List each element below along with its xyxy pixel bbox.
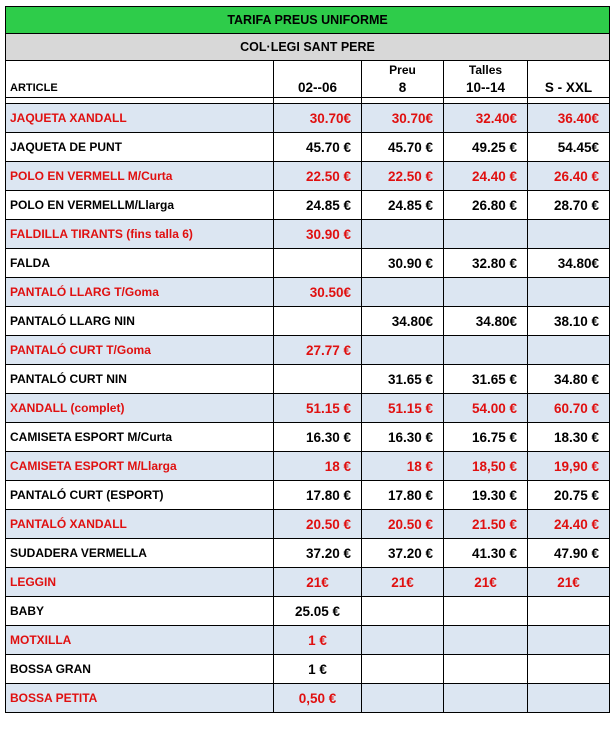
price-cell: 38.10 € bbox=[528, 307, 610, 336]
price-cell bbox=[444, 655, 528, 684]
price-cell: 19.30 € bbox=[444, 481, 528, 510]
article-name: PANTALÓ XANDALL bbox=[6, 510, 274, 539]
table-row bbox=[6, 452, 610, 481]
price-cell: 24.40 € bbox=[444, 162, 528, 191]
price-cell bbox=[528, 220, 610, 249]
table-row bbox=[6, 394, 610, 423]
article-name: PANTALÓ LLARG T/Goma bbox=[6, 278, 274, 307]
price-cell bbox=[362, 597, 444, 626]
price-cell: 30.50€ bbox=[274, 278, 362, 307]
price-cell: 18 € bbox=[274, 452, 362, 481]
price-cell bbox=[274, 307, 362, 336]
price-cell bbox=[444, 684, 528, 713]
price-cell: 20.75 € bbox=[528, 481, 610, 510]
title-row bbox=[6, 7, 610, 34]
price-cell: 26.80 € bbox=[444, 191, 528, 220]
price-cell: 24.85 € bbox=[362, 191, 444, 220]
article-name: BABY bbox=[6, 597, 274, 626]
table-row bbox=[6, 104, 610, 133]
article-name: LEGGIN bbox=[6, 568, 274, 597]
header-size: S - XXL bbox=[528, 78, 610, 98]
price-cell: 17.80 € bbox=[362, 481, 444, 510]
price-cell bbox=[362, 626, 444, 655]
article-name: MOTXILLA bbox=[6, 626, 274, 655]
header-size: 8 bbox=[362, 78, 444, 98]
price-cell: 21€ bbox=[274, 568, 362, 597]
price-cell: 1 € bbox=[274, 655, 362, 684]
price-cell: 16.30 € bbox=[274, 423, 362, 452]
price-cell: 22.50 € bbox=[274, 162, 362, 191]
price-cell bbox=[362, 655, 444, 684]
price-cell: 1 € bbox=[274, 626, 362, 655]
header-size: 10--14 bbox=[444, 78, 528, 98]
table-row bbox=[6, 568, 610, 597]
price-cell: 37.20 € bbox=[362, 539, 444, 568]
price-cell: 0,50 € bbox=[274, 684, 362, 713]
price-cell bbox=[444, 336, 528, 365]
table-row bbox=[6, 626, 610, 655]
article-name: XANDALL (complet) bbox=[6, 394, 274, 423]
price-table bbox=[5, 6, 610, 713]
price-cell: 36.40€ bbox=[528, 104, 610, 133]
price-cell bbox=[528, 278, 610, 307]
price-cell bbox=[362, 220, 444, 249]
price-cell: 30.70€ bbox=[362, 104, 444, 133]
price-cell: 31.65 € bbox=[362, 365, 444, 394]
header-preu: Preu bbox=[362, 61, 444, 79]
price-cell bbox=[444, 278, 528, 307]
article-name: POLO EN VERMELL M/Curta bbox=[6, 162, 274, 191]
price-cell bbox=[362, 278, 444, 307]
price-cell: 41.30 € bbox=[444, 539, 528, 568]
price-cell bbox=[528, 684, 610, 713]
article-name: FALDILLA TIRANTS (fins talla 6) bbox=[6, 220, 274, 249]
article-name: PANTALÓ CURT NIN bbox=[6, 365, 274, 394]
sheet-title: TARIFA PREUS UNIFORME bbox=[6, 7, 610, 34]
table-row bbox=[6, 133, 610, 162]
price-cell: 45.70 € bbox=[274, 133, 362, 162]
table-row bbox=[6, 655, 610, 684]
table-row bbox=[6, 191, 610, 220]
table-row bbox=[6, 307, 610, 336]
article-name: PANTALÓ CURT (ESPORT) bbox=[6, 481, 274, 510]
table-row bbox=[6, 336, 610, 365]
article-name: BOSSA GRAN bbox=[6, 655, 274, 684]
table-row bbox=[6, 597, 610, 626]
price-cell: 30.70€ bbox=[274, 104, 362, 133]
price-cell bbox=[444, 597, 528, 626]
header-size: 02--06 bbox=[274, 78, 362, 98]
price-cell: 37.20 € bbox=[274, 539, 362, 568]
article-name: JAQUETA XANDALL bbox=[6, 104, 274, 133]
price-cell bbox=[528, 626, 610, 655]
price-cell: 60.70 € bbox=[528, 394, 610, 423]
price-cell bbox=[274, 249, 362, 278]
price-cell: 21€ bbox=[362, 568, 444, 597]
price-cell: 30.90 € bbox=[274, 220, 362, 249]
price-cell bbox=[528, 597, 610, 626]
price-cell: 25.05 € bbox=[274, 597, 362, 626]
table-row bbox=[6, 365, 610, 394]
header-talles: Talles bbox=[444, 61, 528, 79]
header-empty bbox=[6, 61, 274, 79]
table-row bbox=[6, 510, 610, 539]
table-row bbox=[6, 423, 610, 452]
price-cell: 34.80 € bbox=[528, 365, 610, 394]
price-cell: 21.50 € bbox=[444, 510, 528, 539]
table-row bbox=[6, 162, 610, 191]
price-cell: 47.90 € bbox=[528, 539, 610, 568]
article-name: BOSSA PETITA bbox=[6, 684, 274, 713]
price-cell: 54.45€ bbox=[528, 133, 610, 162]
price-cell bbox=[444, 626, 528, 655]
header-empty bbox=[274, 61, 362, 79]
price-cell: 34.80€ bbox=[528, 249, 610, 278]
price-cell: 32.80 € bbox=[444, 249, 528, 278]
price-cell: 20.50 € bbox=[274, 510, 362, 539]
price-cell: 49.25 € bbox=[444, 133, 528, 162]
price-cell: 21€ bbox=[528, 568, 610, 597]
price-cell: 45.70 € bbox=[362, 133, 444, 162]
price-cell: 19,90 € bbox=[528, 452, 610, 481]
price-cell: 18,50 € bbox=[444, 452, 528, 481]
price-cell: 51.15 € bbox=[274, 394, 362, 423]
price-cell: 24.85 € bbox=[274, 191, 362, 220]
article-name: SUDADERA VERMELLA bbox=[6, 539, 274, 568]
school-row bbox=[6, 34, 610, 61]
price-cell bbox=[362, 684, 444, 713]
article-name: PANTALÓ CURT T/Goma bbox=[6, 336, 274, 365]
price-cell bbox=[362, 336, 444, 365]
price-cell: 30.90 € bbox=[362, 249, 444, 278]
price-cell: 16.75 € bbox=[444, 423, 528, 452]
table-row bbox=[6, 249, 610, 278]
price-cell: 22.50 € bbox=[362, 162, 444, 191]
price-cell bbox=[444, 220, 528, 249]
article-name: CAMISETA ESPORT M/Llarga bbox=[6, 452, 274, 481]
price-cell: 51.15 € bbox=[362, 394, 444, 423]
price-cell: 21€ bbox=[444, 568, 528, 597]
price-cell: 54.00 € bbox=[444, 394, 528, 423]
price-cell: 20.50 € bbox=[362, 510, 444, 539]
article-name: POLO EN VERMELLM/Llarga bbox=[6, 191, 274, 220]
table-row bbox=[6, 539, 610, 568]
header-empty bbox=[528, 61, 610, 79]
price-cell: 18 € bbox=[362, 452, 444, 481]
table-row bbox=[6, 278, 610, 307]
header-row-top bbox=[6, 61, 610, 79]
header-article: ARTICLE bbox=[6, 78, 274, 98]
header-row-sizes bbox=[6, 78, 610, 98]
article-name: FALDA bbox=[6, 249, 274, 278]
school-name: COL·LEGI SANT PERE bbox=[6, 34, 610, 61]
price-cell: 26.40 € bbox=[528, 162, 610, 191]
price-cell bbox=[528, 655, 610, 684]
price-cell: 34.80€ bbox=[362, 307, 444, 336]
price-cell: 31.65 € bbox=[444, 365, 528, 394]
price-cell: 24.40 € bbox=[528, 510, 610, 539]
price-cell bbox=[528, 336, 610, 365]
price-cell: 34.80€ bbox=[444, 307, 528, 336]
article-name: JAQUETA DE PUNT bbox=[6, 133, 274, 162]
price-cell: 27.77 € bbox=[274, 336, 362, 365]
price-cell: 17.80 € bbox=[274, 481, 362, 510]
table-row bbox=[6, 220, 610, 249]
table-row bbox=[6, 684, 610, 713]
price-cell bbox=[274, 365, 362, 394]
table-row bbox=[6, 481, 610, 510]
price-cell: 18.30 € bbox=[528, 423, 610, 452]
article-name: CAMISETA ESPORT M/Curta bbox=[6, 423, 274, 452]
price-cell: 32.40€ bbox=[444, 104, 528, 133]
article-name: PANTALÓ LLARG NIN bbox=[6, 307, 274, 336]
price-sheet bbox=[5, 6, 609, 713]
price-cell: 16.30 € bbox=[362, 423, 444, 452]
price-cell: 28.70 € bbox=[528, 191, 610, 220]
